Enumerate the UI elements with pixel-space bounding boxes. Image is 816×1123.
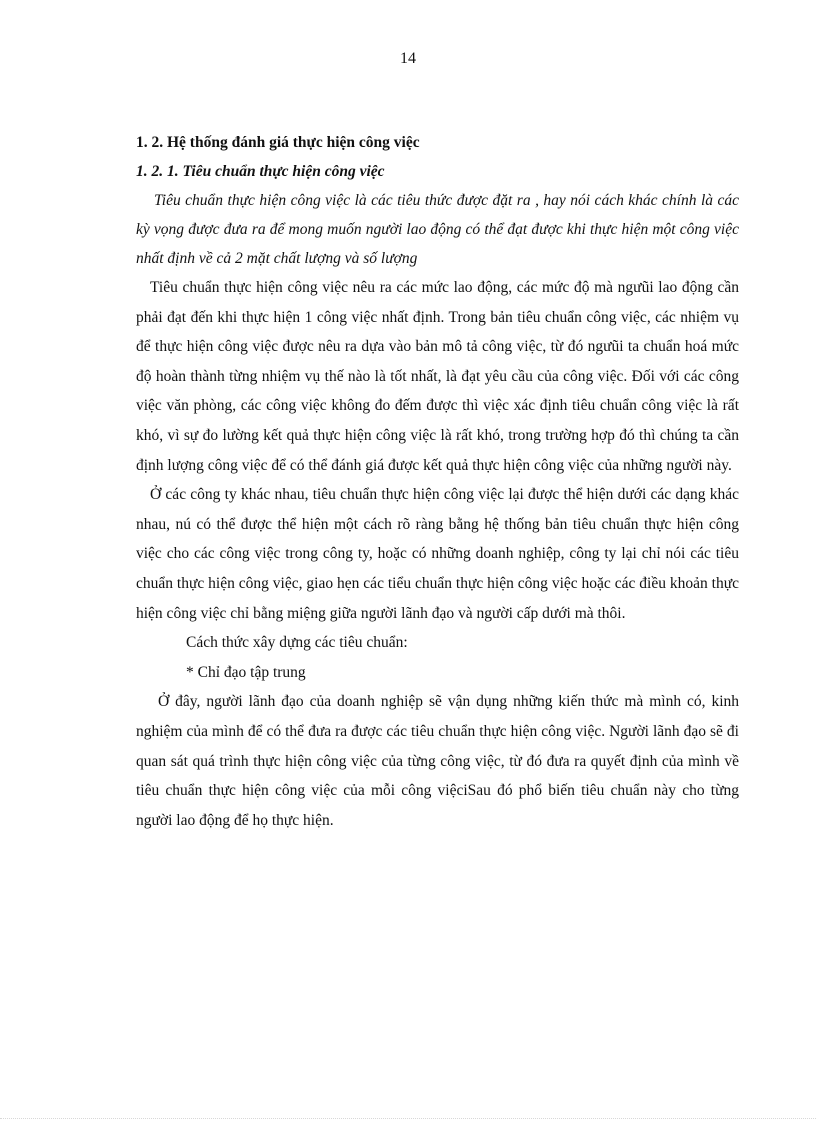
body-paragraph: Tiêu chuẩn thực hiện công việc nêu ra các mức lao động, các mức độ mà ngưũi lao động cần phải đạt đến khi thực hiện 1 công việc nhất định. Trong bản tiêu chuẩn công việc, các nhiệm vụ để thực hiện công việc được nêu ra dựa vào bản mô tả công việc, từ đó ngưũi ta chuẩn hoá mức độ hoàn thành từng nhiệm vụ thế nào là tốt nhất, là đạt yêu cầu của công việc. Đối với các công việc văn phòng, các công việc không đo đếm được thì việc xác định tiêu chuẩn công việc là rất khó, vì sự đo lường kết quả thực hiện công việc là rất khó, trong trường hợp đó thì chúng ta cần định lượng công việc để có thể đánh giá được kết quả thực hiện công việc của những người này.: [136, 279, 739, 474]
section-heading: 1. 2. Hệ thống đánh giá thực hiện công việc: [136, 134, 420, 151]
document-body: [136, 128, 739, 835]
page-number: 14: [400, 50, 416, 67]
page-bottom-divider: [0, 1118, 816, 1119]
definition-paragraph: Tiêu chuẩn thực hiện công việc là các tiêu thức được đặt ra , hay nói cách khác chính là các kỳ vọng được đưa ra để mong muốn người lao động có thể đạt được khi thực hiện một công việc nhất định về cả 2 mặt chất lượng và số lượng: [136, 192, 739, 267]
method-bullet-line: * Chỉ đạo tập trung: [186, 663, 306, 681]
body-paragraph: Ở đây, người lãnh đạo của doanh nghiệp sẽ vận dụng những kiến thức mà mình có, kinh nghiệm của mình để có thể đưa ra được các tiêu chuẩn thực hiện công việc. Người lãnh đạo sẽ đi quan sát quá trình thực hiện công việc của từng công việc, từ đó đưa ra quyết định của mình về tiêu chuẩn thực hiện công việc của mỗi công việciSau đó phổ biến tiêu chuẩn này cho từng người lao động để họ thực hiện.: [136, 693, 739, 829]
methods-intro-line: Cách thức xây dựng các tiêu chuẩn:: [186, 634, 408, 652]
subsection-heading: 1. 2. 1. Tiêu chuẩn thực hiện công việc: [136, 163, 385, 180]
body-paragraph: Ở các công ty khác nhau, tiêu chuẩn thực hiện công việc lại được thể hiện dưới các dạng khác nhau, nú có thể được thể hiện một cách rõ ràng bằng hệ thống bản tiêu chuẩn thực hiện công việc cho các công việc trong công ty, hoặc có những doanh nghiệp, công ty lại chỉ nói các tiêu chuẩn thực hiện công việc, giao hẹn các tiểu chuẩn thực hiện công việc hoặc các điều khoản thực hiện công việc chỉ bằng miệng giữa người lãnh đạo và người cấp dưới mà thôi.: [136, 486, 739, 622]
